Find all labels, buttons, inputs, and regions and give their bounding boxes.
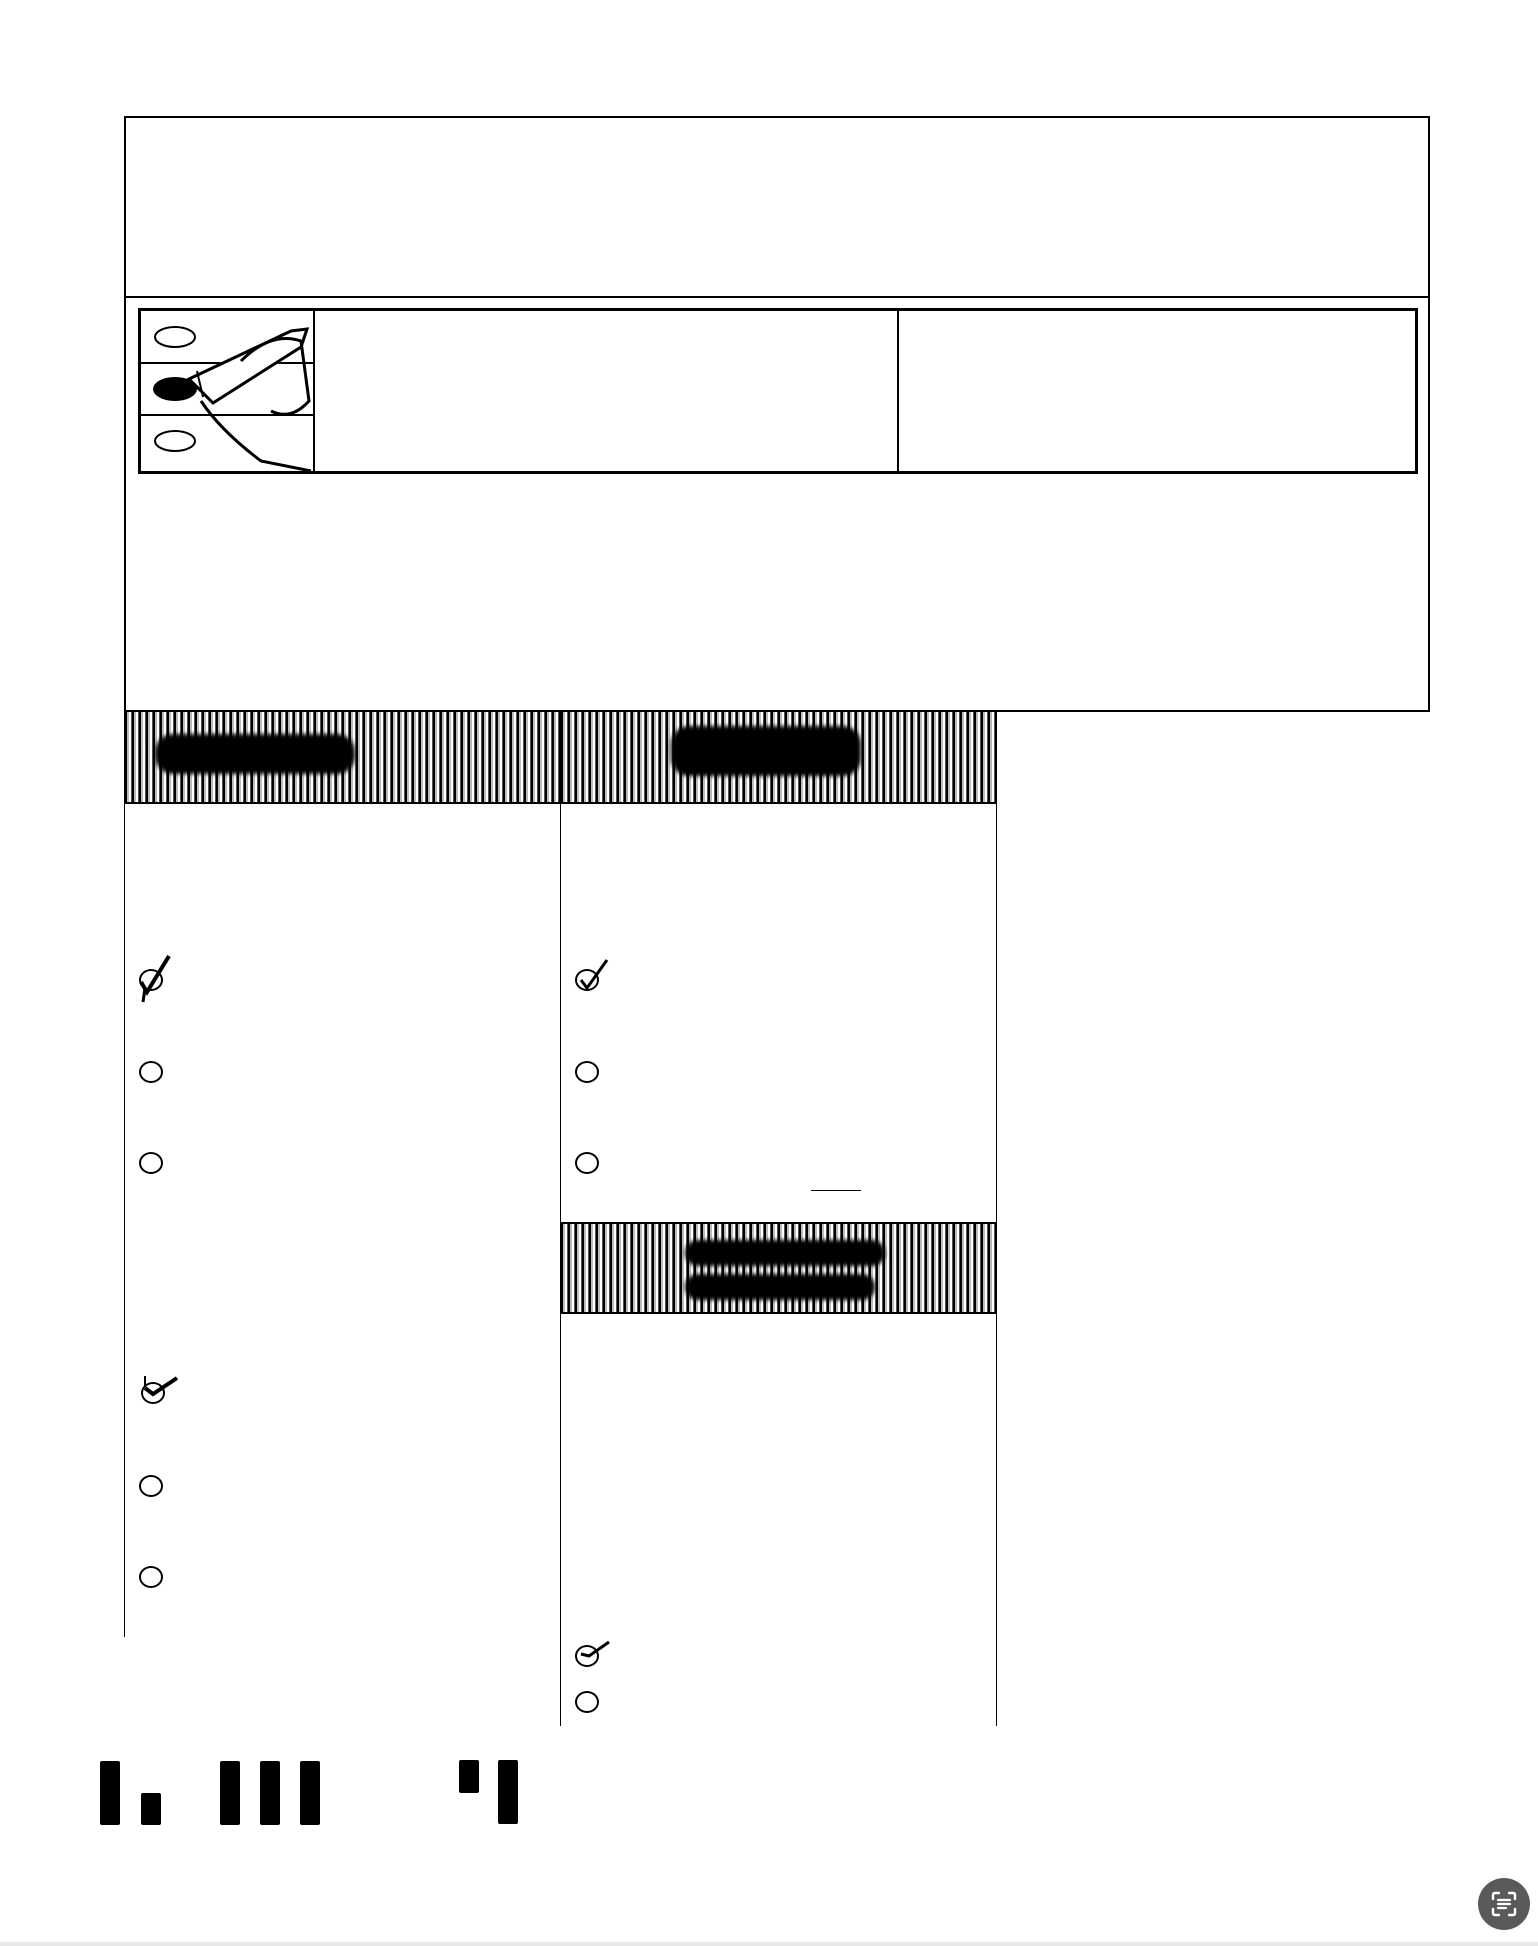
warning-section <box>901 311 1415 471</box>
page-bottom-edge <box>0 1942 1538 1946</box>
redacted-header-band <box>561 1222 997 1314</box>
contest-column-2 <box>560 712 997 1726</box>
contest-column-1 <box>124 712 561 1637</box>
oval-write-in[interactable] <box>575 1152 599 1174</box>
style-code-mark <box>100 1761 120 1825</box>
style-code-mark <box>459 1760 479 1793</box>
checkmark-icon <box>137 952 173 1004</box>
text-scan-button[interactable] <box>1478 1878 1530 1930</box>
redaction-mark <box>685 1274 875 1300</box>
checkmark-icon <box>141 1372 181 1402</box>
style-code-mark <box>498 1760 518 1824</box>
oval-peter-hubbard[interactable] <box>139 1475 163 1497</box>
checkmark-icon <box>575 956 611 994</box>
write-in-line <box>811 1190 861 1191</box>
marking-illustration-icon <box>141 311 315 471</box>
oval-write-in[interactable] <box>139 1566 163 1588</box>
style-code-mark <box>260 1761 280 1825</box>
style-code-mark <box>300 1761 320 1825</box>
redaction-mark <box>685 1240 885 1266</box>
redaction-mark <box>155 734 355 774</box>
style-code-mark <box>141 1793 161 1825</box>
redacted-header-band <box>561 712 997 804</box>
ballot-header-frame <box>124 116 1430 712</box>
oval-write-in[interactable] <box>139 1152 163 1174</box>
checkmark-icon <box>577 1638 613 1666</box>
instructions-box <box>138 308 1418 474</box>
redaction-mark <box>671 726 861 776</box>
header-divider <box>126 296 1428 298</box>
oval-juan-jackson[interactable] <box>575 1061 599 1083</box>
text-scan-icon <box>1490 1890 1518 1918</box>
to-vote-section <box>315 311 899 471</box>
style-code-mark <box>220 1761 240 1825</box>
oval-alicia-johnson[interactable] <box>139 1061 163 1083</box>
mistake-instructions <box>162 482 1422 496</box>
redacted-header-band <box>125 712 561 804</box>
oval-no[interactable] <box>575 1691 599 1713</box>
